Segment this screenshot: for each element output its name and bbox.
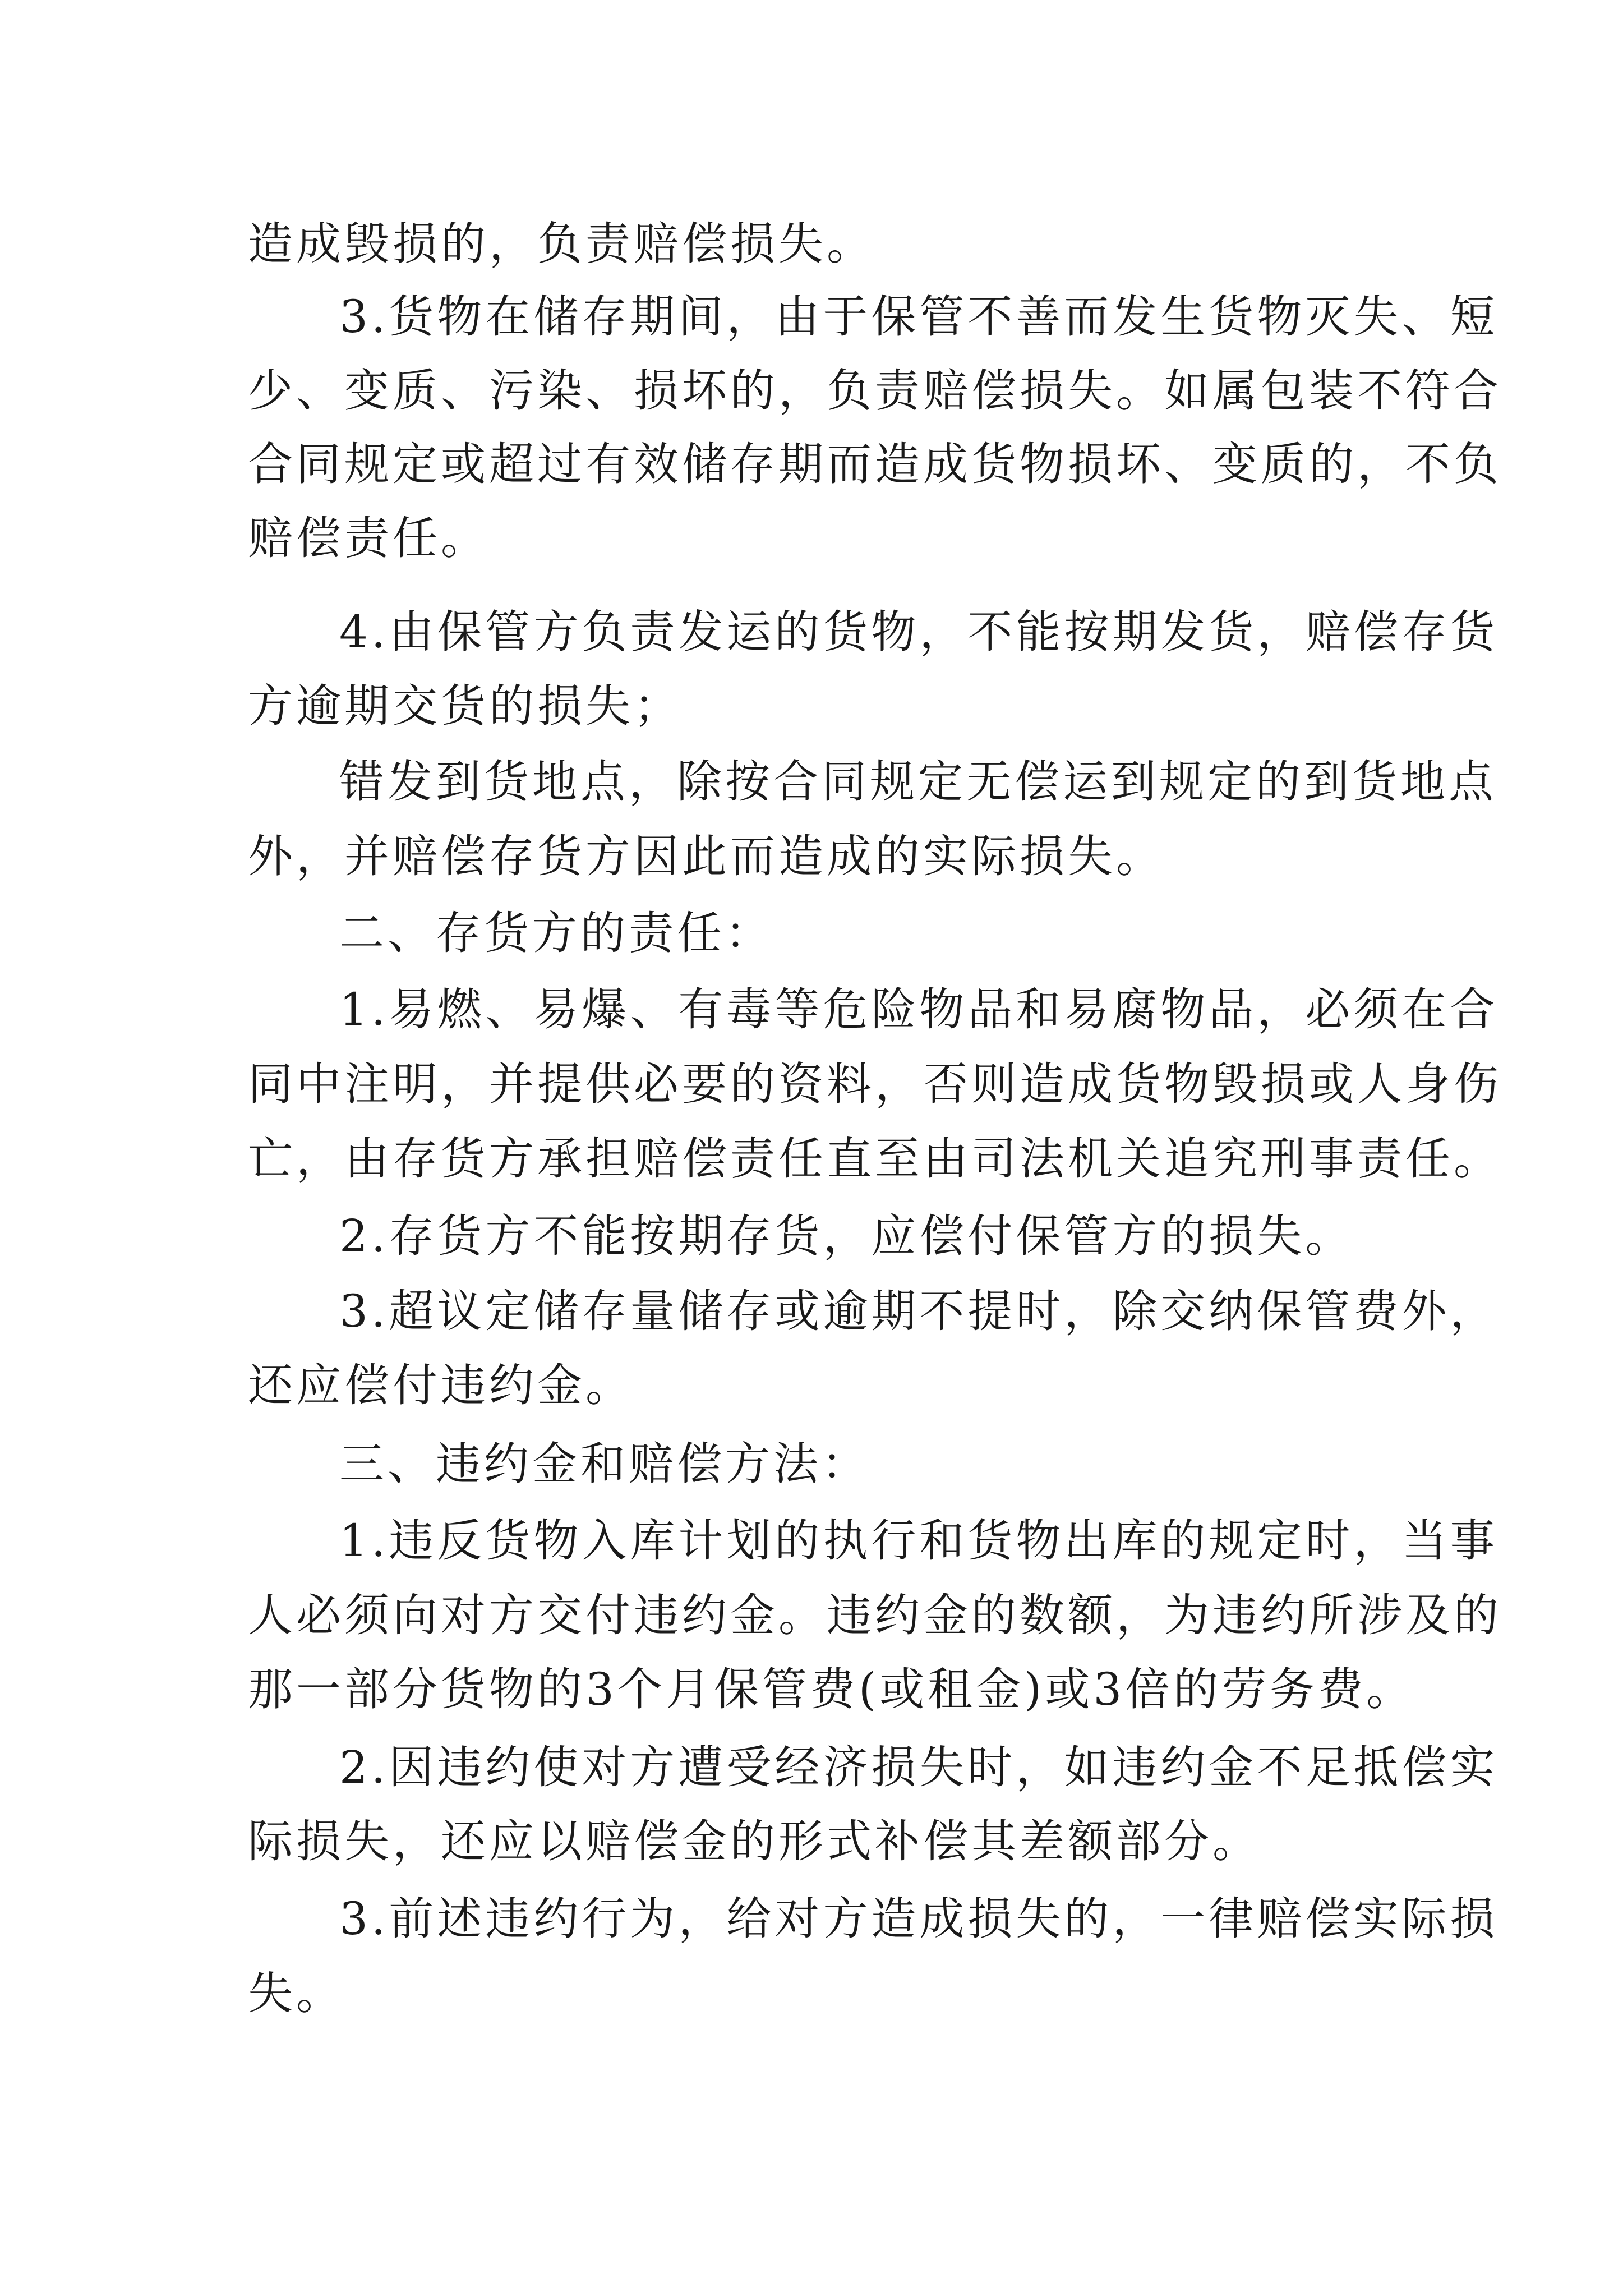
text-line: 外，并赔偿存货方因此而造成的实际损失。: [248, 830, 1164, 882]
text-line: 合同规定或超过有效储存期而造成货物损坏、变质的，不负: [248, 438, 1502, 490]
text-line: 1.违反货物入库计划的执行和货物出库的规定时，当事: [339, 1515, 1498, 1567]
text-line: 方逾期交货的损失；: [248, 680, 682, 732]
text-line: 际损失，还应以赔偿金的形式补偿其差额部分。: [248, 1815, 1261, 1867]
text-line: 人必须向对方交付违约金。违约金的数额，为违约所涉及的: [248, 1589, 1502, 1641]
text-line: 2.存货方不能按期存货，应偿付保管方的损失。: [339, 1210, 1354, 1262]
text-line: 2.因违约使对方遭受经济损失时，如违约金不足抵偿实: [339, 1741, 1498, 1793]
text-line: 三、违约金和赔偿方法：: [339, 1438, 870, 1490]
text-line: 1.易燃、易爆、有毒等危险物品和易腐物品，必须在合: [339, 983, 1498, 1036]
text-line: 同中注明，并提供必要的资料，否则造成货物毁损或人身伤: [248, 1058, 1502, 1110]
text-line: 少、变质、污染、损坏的，负责赔偿损失。如属包装不符合: [248, 365, 1502, 417]
text-line: 错发到货地点，除按合同规定无偿运到规定的到货地点: [339, 756, 1497, 808]
text-line: 赔偿责任。: [248, 512, 489, 564]
text-line: 亡，由存货方承担赔偿责任直至由司法机关追究刑事责任。: [248, 1133, 1502, 1185]
text-line: 还应偿付违约金。: [248, 1359, 634, 1411]
text-line: 失。: [248, 1967, 344, 2019]
text-line: 二、存货方的责任：: [339, 907, 773, 959]
text-line: 造成毁损的，负责赔偿损失。: [248, 218, 875, 270]
text-line: 3.超议定储存量储存或逾期不提时，除交纳保管费外，: [339, 1285, 1498, 1337]
text-line: 3.货物在储存期间，由于保管不善而发生货物灭失、短: [339, 291, 1498, 343]
text-line: 那一部分货物的3个月保管费(或租金)或3倍的劳务费。: [248, 1663, 1415, 1715]
text-line: 3.前述违约行为，给对方造成损失的，一律赔偿实际损: [339, 1893, 1498, 1945]
text-line: 4.由保管方负责发运的货物，不能按期发货，赔偿存货: [339, 606, 1498, 658]
